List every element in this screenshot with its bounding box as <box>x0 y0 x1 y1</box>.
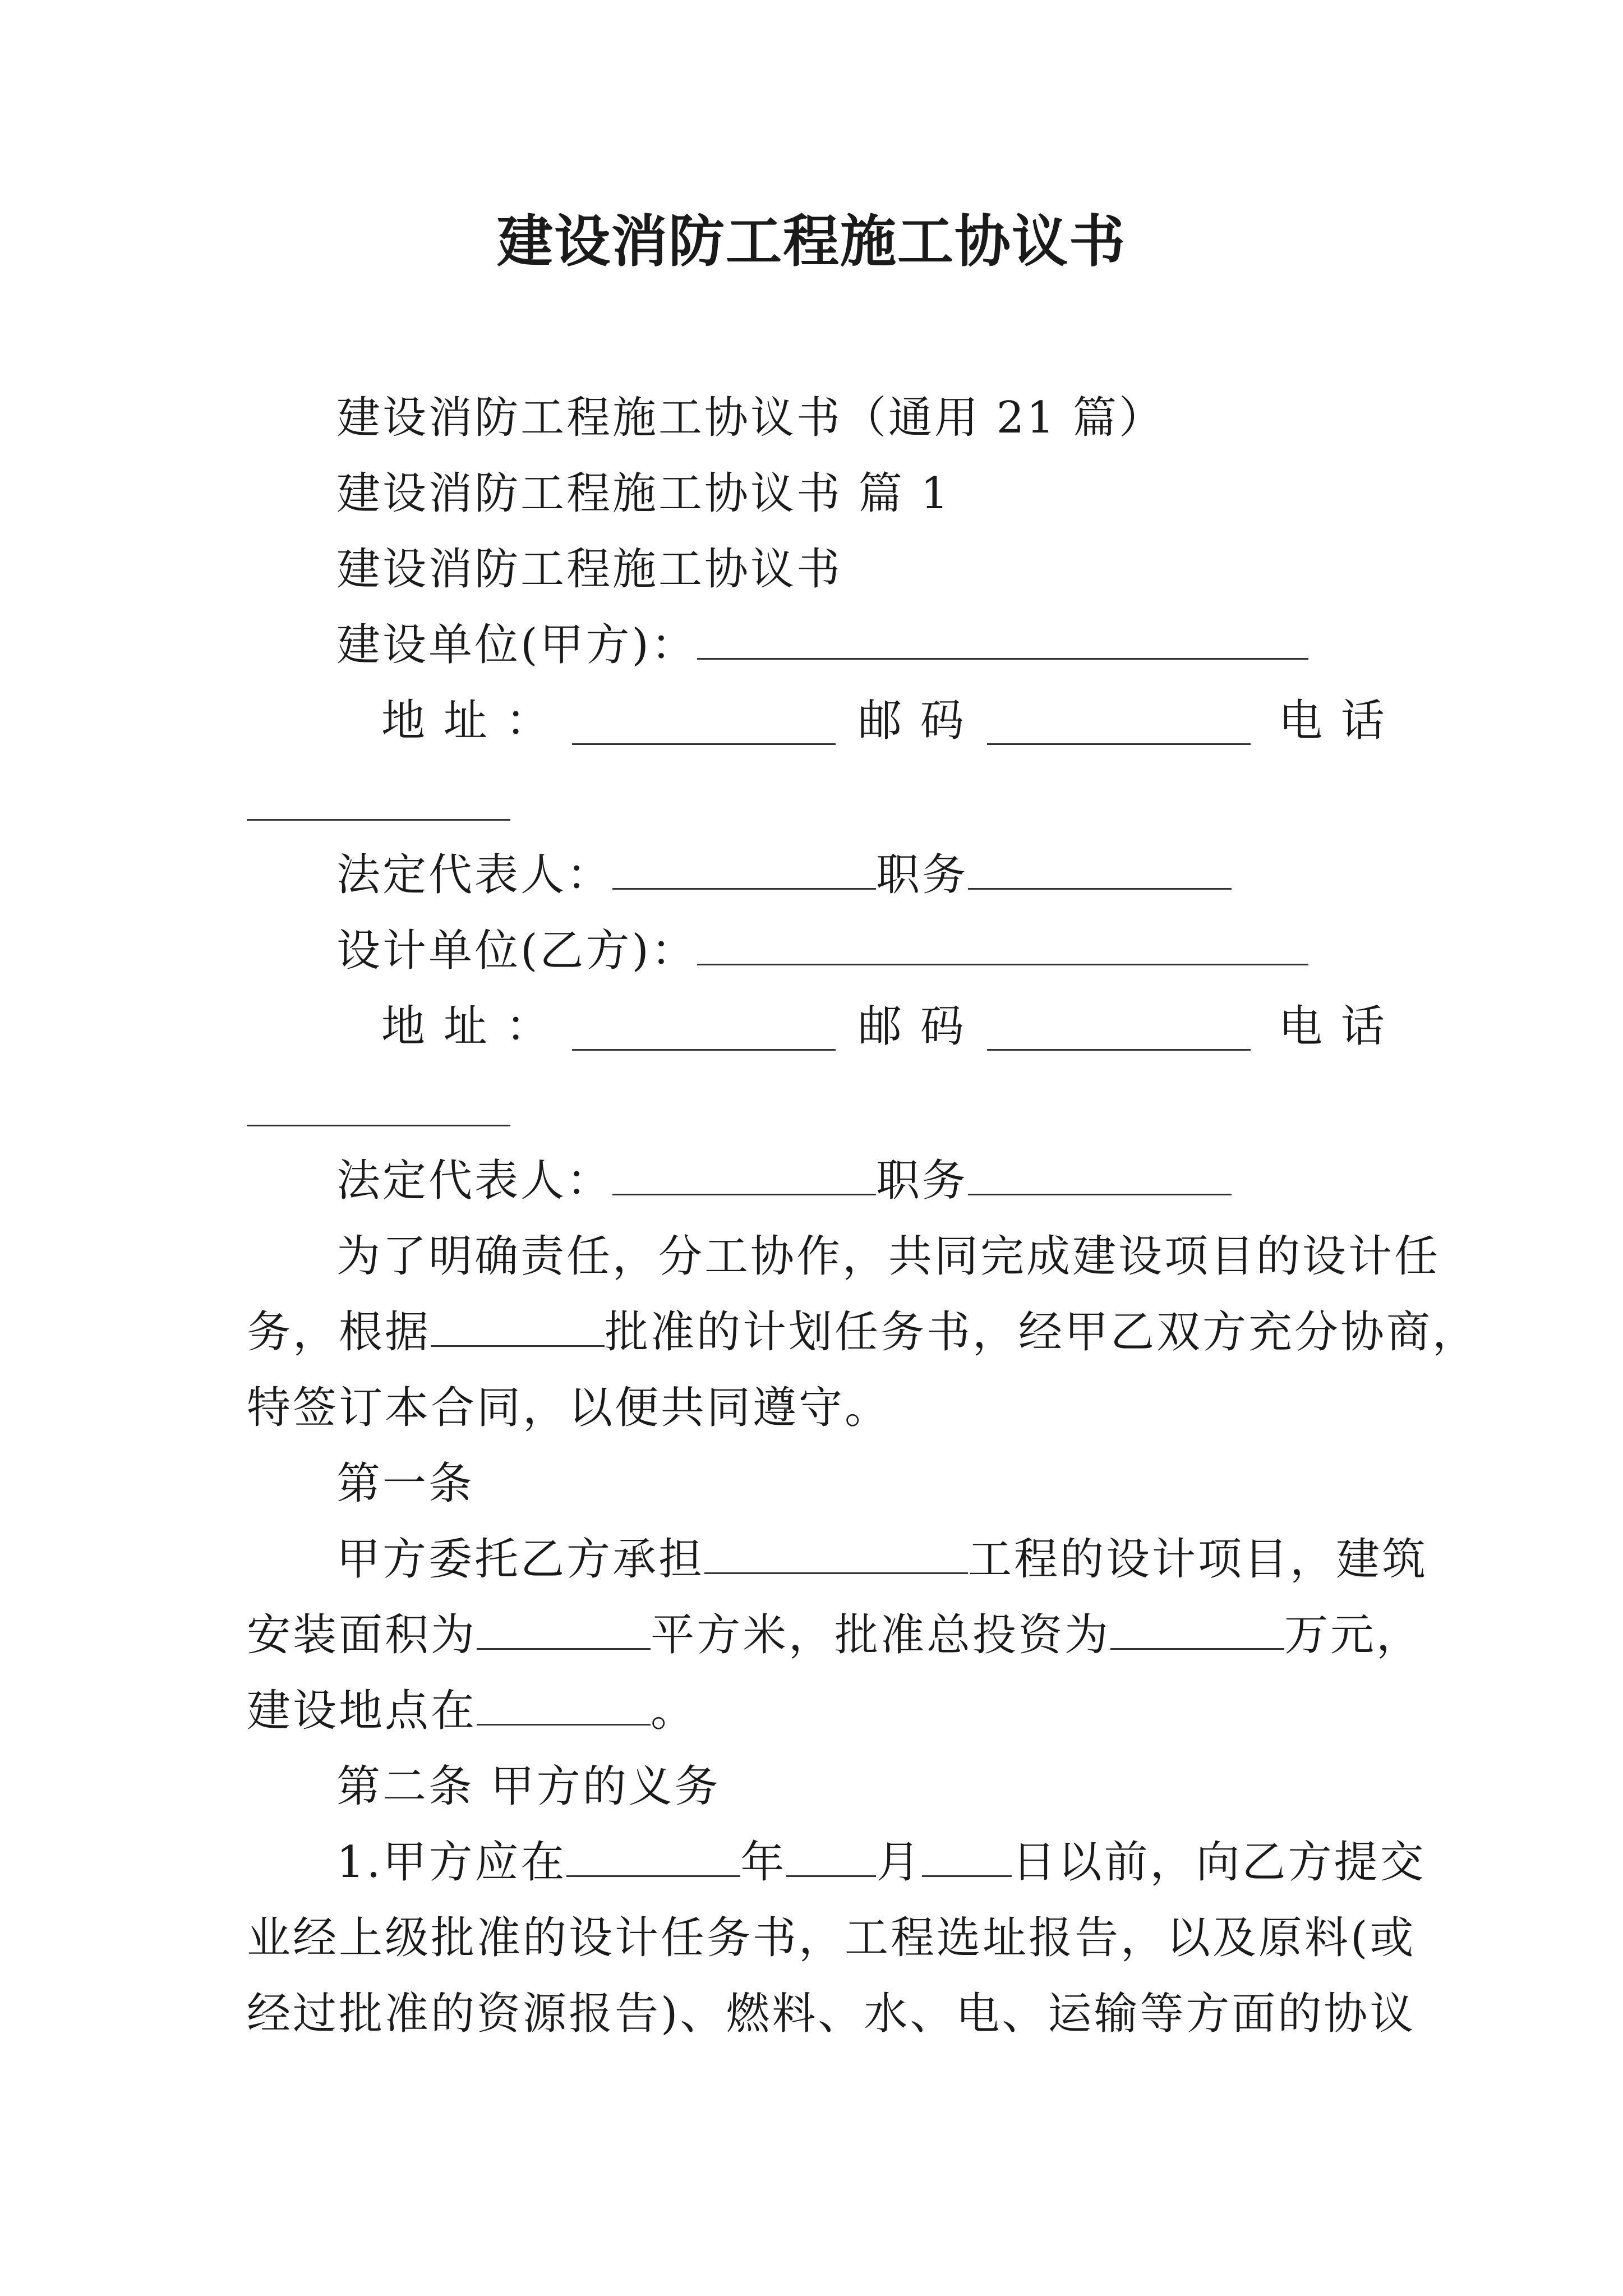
party-a-rep-blank[interactable] <box>612 849 876 890</box>
party-b-rep-label: 法定代表人： <box>336 1156 613 1206</box>
article-2-line3: 经过批准的资源报告)、燃料、水、电、运输等方面的协议 <box>247 1989 1416 2039</box>
art1-line2-b: 平方米，批准总投资为 <box>651 1610 1111 1660</box>
party-a-postcode-label: 邮 码 <box>858 696 966 746</box>
article-2-heading: 第二条 甲方的义务 <box>336 1761 721 1812</box>
document-title: 建设消防工程施工协议书 <box>497 208 1126 274</box>
location-blank[interactable] <box>477 1685 651 1726</box>
year-blank[interactable] <box>566 1836 740 1877</box>
party-b-label: 设计单位(乙方)： <box>336 926 697 976</box>
party-b-postcode-label: 邮 码 <box>858 1001 966 1052</box>
para1-line2 <box>247 1301 1478 1363</box>
day-blank[interactable] <box>922 1836 1012 1877</box>
party-b-position-label: 职务 <box>876 1156 969 1206</box>
party-b-rep-line <box>336 1150 1232 1212</box>
party-b-position-blank[interactable] <box>968 1154 1232 1195</box>
article-1-line2 <box>247 1604 1422 1666</box>
party-a-phone-blank[interactable] <box>247 780 510 821</box>
party-b-address-blank[interactable] <box>572 1010 836 1051</box>
art1-line1-a: 甲方委托乙方承担 <box>336 1534 705 1585</box>
month-blank[interactable] <box>786 1836 876 1877</box>
para1-line3: 特签订本合同，以便共同遵守。 <box>247 1383 891 1433</box>
party-a-blank[interactable] <box>697 619 1308 660</box>
party-a-address-label: 地 址 ： <box>381 696 552 746</box>
party-a-label: 建设单位(甲方)： <box>336 620 697 670</box>
art1-line3-a: 建设地点在 <box>247 1686 477 1736</box>
party-b-postcode-blank[interactable] <box>987 1010 1251 1051</box>
area-blank[interactable] <box>477 1609 651 1650</box>
party-a-position-blank[interactable] <box>968 849 1232 890</box>
article-1-line3 <box>247 1680 697 1742</box>
art2-line1-a: 1.甲方应在 <box>336 1837 567 1888</box>
article-1-heading: 第一条 <box>336 1458 475 1509</box>
article-1-line1 <box>336 1529 1428 1590</box>
art1-line1-b: 工程的设计项目，建筑 <box>968 1534 1428 1585</box>
party-a-postcode-blank[interactable] <box>987 704 1251 745</box>
art2-year-label: 年 <box>740 1837 787 1888</box>
subtitle-collection: 建设消防工程施工协议书（通用 21 篇） <box>336 393 1165 443</box>
contract-heading: 建设消防工程施工协议书 <box>336 544 843 595</box>
para1-line2-b: 批准的计划任务书，经甲乙双方充分协商， <box>605 1307 1479 1358</box>
party-b-line <box>336 920 1308 982</box>
art2-month-label: 月 <box>876 1837 923 1888</box>
investment-blank[interactable] <box>1110 1609 1284 1650</box>
party-a-address-blank[interactable] <box>572 704 836 745</box>
article-2-line2: 业经上级批准的设计任务书，工程选址报告，以及原料(或 <box>247 1913 1416 1963</box>
party-b-phone-blank[interactable] <box>247 1085 510 1126</box>
party-b-rep-blank[interactable] <box>612 1154 876 1195</box>
party-b-address-label: 地 址 ： <box>381 1001 552 1052</box>
party-b-phone-label: 电 话 <box>1279 1001 1387 1052</box>
party-a-rep-line <box>336 844 1232 906</box>
party-a-line <box>336 614 1308 676</box>
party-b-blank[interactable] <box>697 924 1308 965</box>
approver-blank[interactable] <box>431 1306 605 1347</box>
art1-line3-b: 。 <box>651 1686 697 1736</box>
para1-line2-a: 务，根据 <box>247 1307 431 1358</box>
article-2-line1 <box>336 1832 1426 1893</box>
party-a-phone-label: 电 话 <box>1279 696 1387 746</box>
art1-line2-c: 万元， <box>1284 1610 1423 1660</box>
party-a-position-label: 职务 <box>876 850 969 900</box>
party-a-rep-label: 法定代表人： <box>336 850 613 900</box>
art2-line1-b: 日以前，向乙方提交 <box>1012 1837 1426 1888</box>
project-name-blank[interactable] <box>704 1533 968 1574</box>
subtitle-article: 建设消防工程施工协议书 篇 1 <box>336 468 951 519</box>
para1-line1: 为了明确责任，分工协作，共同完成建设项目的设计任 <box>336 1231 1441 1282</box>
art1-line2-a: 安装面积为 <box>247 1610 477 1660</box>
